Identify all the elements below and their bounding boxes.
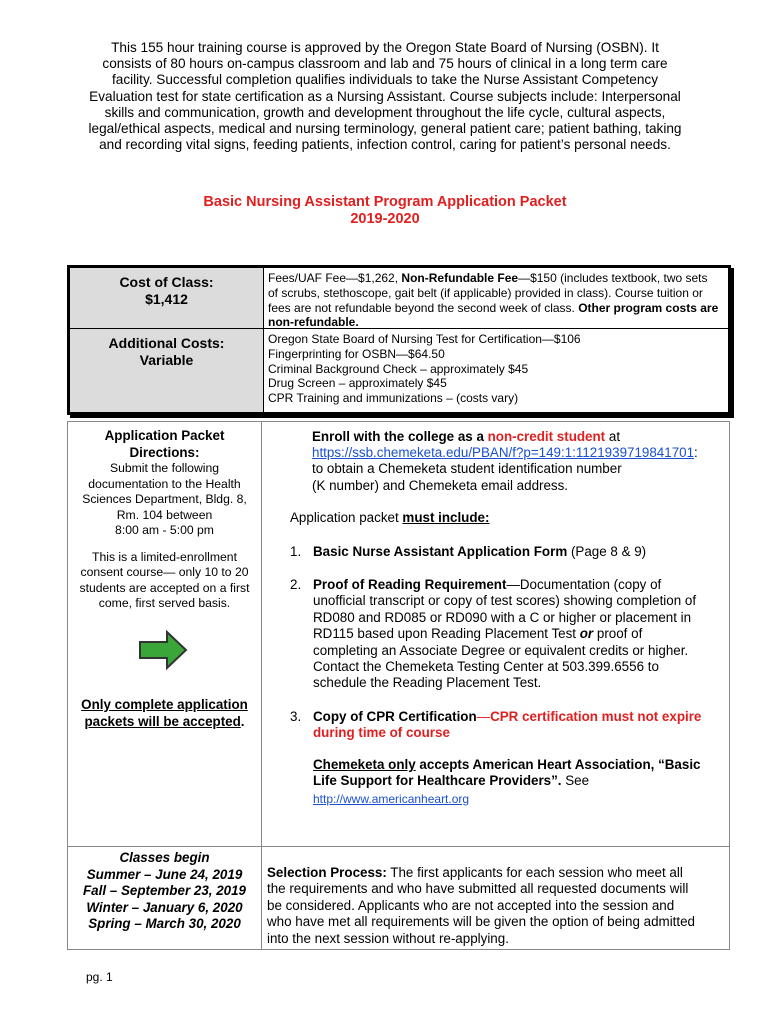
additional-costs-value: Variable bbox=[139, 352, 194, 368]
enroll-text: (K number) and Chemeketa email address. bbox=[312, 478, 569, 493]
page-number: pg. 1 bbox=[86, 970, 113, 984]
cost-item: Drug Screen – approximately $45 bbox=[268, 376, 447, 391]
additional-costs-label: Additional Costs: bbox=[108, 335, 225, 351]
column-divider bbox=[261, 422, 262, 949]
cost-item: Criminal Background Check – approximately $45 bbox=[268, 361, 529, 376]
limited-enrollment-note: This is a limited-enrollment consent course— only 10 to 20 students are accepted on a first come, first served basis. bbox=[79, 550, 250, 611]
list-item-reading-requirement: Proof of Reading Requirement—Documentation (copy of unofficial transcript or copy of test scores) showing completion of RD080 and RD085 or RD090 with a C or higher or placement in RD115 based upon Reading Placement Test or proof of completing an Associate Degree or equivalent credits or higher. Contact the Chemeketa Testing Center at 503.399.6556 to schedule the Reading Placement Test. bbox=[313, 577, 697, 691]
directions-body: Submit the following documentation to the Health Sciences Department, Bldg. 8, Rm. 104 between 8:00 am - 5:00 pm bbox=[82, 461, 247, 538]
cost-labels bbox=[70, 268, 264, 412]
enroll-text: to obtain a Chemeketa student identification number bbox=[312, 461, 622, 476]
application-table bbox=[67, 421, 730, 950]
page-title: Basic Nursing Assistant Program Application Packet bbox=[203, 194, 567, 210]
intro-paragraph: This 155 hour training course is approved by the Oregon State Board of Nursing (OSBN). It consists of 80 hours on-campus classroom and lab and 75 hours of clinical in a long term care facility. Successful completion qualifies individuals to take the Nurse Assistant Competency Evaluation test for state certification as a Nursing Assistant. Course subjects include: Interpersonal skills and communication, growth and development throughout the life cycle, cultural aspects, legal/ethical aspects, medical and nursing terminology, general patient care; patient bathing, taking and recording vital signs, feeding patients, infection control, caring for patient’s personal needs. bbox=[88, 40, 682, 153]
must-include-heading: Application packet must include: bbox=[290, 510, 490, 525]
directions-title: Application Packet Directions: bbox=[104, 428, 225, 460]
right-arrow-icon bbox=[137, 630, 189, 670]
list-number: 2. bbox=[290, 577, 302, 592]
list-item-cpr: Copy of CPR Certification—CPR certification must not expire during time of course bbox=[313, 709, 702, 741]
list-item-application-form: Basic Nurse Assistant Application Form (Page 8 & 9) bbox=[313, 544, 647, 559]
fees-text: Fees/UAF Fee—$1,262, Non-Refundable Fee—$150 (includes textbook, two sets of scrubs, stethoscope, gait belt (if applicable) provided in class). Course tuition or fees are not refundable beyond the second week of class. Other program costs are non-refundable. bbox=[268, 271, 719, 330]
cost-amount: $1,412 bbox=[145, 291, 188, 307]
cost-item: Fingerprinting for OSBN—$64.50 bbox=[268, 346, 445, 361]
complete-packets-note: Only complete application packets will be accepted. bbox=[81, 697, 248, 729]
row-divider bbox=[68, 846, 729, 847]
cost-item: Oregon State Board of Nursing Test for Certification—$106 bbox=[268, 332, 581, 346]
selection-process: Selection Process: The first applicants for each session who meet all the requirements and who have submitted all requested documents will be considered. Applicants who are not accepted into the session and who have met all requirements will be given the option of being admitted into the next session without re-applying. bbox=[267, 865, 696, 946]
cost-table bbox=[67, 265, 731, 415]
aha-link-line bbox=[313, 791, 469, 807]
list-number: 1. bbox=[290, 544, 302, 559]
page-year: 2019-2020 bbox=[350, 211, 420, 227]
aha-link[interactable]: http://www.americanheart.org bbox=[313, 792, 470, 806]
class-start-dates: Classes begin Summer – June 24, 2019 Fall – September 23, 2019 Winter – January 6, 2020 Spring – March 30, 2020 bbox=[82, 850, 246, 932]
aha-note: Chemeketa only accepts American Heart Association, “Basic Life Support for Healthcare Providers”. See bbox=[313, 757, 701, 789]
cost-label: Cost of Class: bbox=[119, 274, 214, 290]
enroll-line: Enroll with the college as a non-credit student at bbox=[312, 429, 621, 444]
cost-item: CPR Training and immunizations – (costs vary) bbox=[268, 391, 519, 406]
list-number: 3. bbox=[290, 709, 302, 724]
enroll-link-line: https://ssb.chemeketa.edu/PBAN/f?p=149:1:1121939719841701: bbox=[312, 445, 698, 460]
additional-cost-list bbox=[268, 332, 720, 406]
enroll-link[interactable]: https://ssb.chemeketa.edu/PBAN/f?p=149:1:1121939719841701 bbox=[312, 445, 695, 460]
